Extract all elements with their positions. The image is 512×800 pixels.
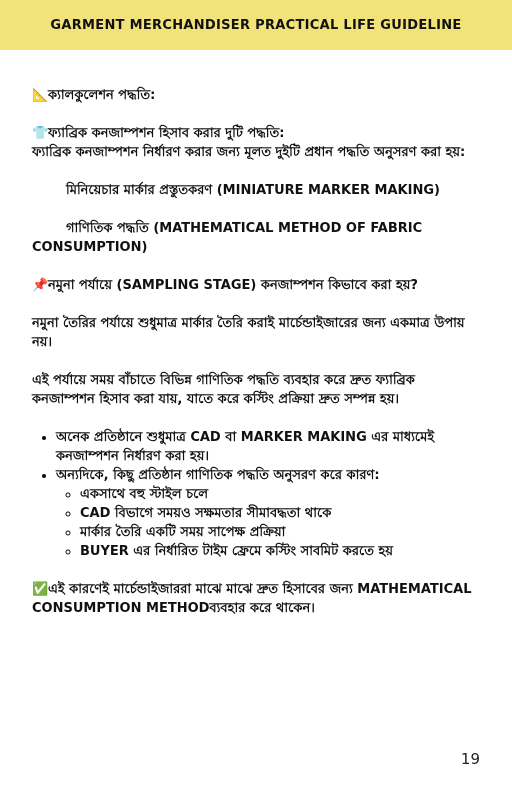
document-body	[32, 86, 480, 618]
pushpin-icon: 📌	[32, 278, 49, 293]
conclusion	[32, 580, 480, 618]
list-item: • অনেক প্রতিষ্ঠানে শুধুমাত্র CAD বা MARKER MAKING এর মাধ্যমেই কনজাম্পশন নির্ধারণ করা হয়।	[56, 428, 480, 466]
sub-list-item: ◦ মার্কার তৈরি একটি সময় সাপেক্ষ প্রক্রিয়া	[80, 523, 480, 542]
conclusion-text: এই কারণেই মার্চেন্ডাইজাররা মাঝে মাঝে দ্রুত হিসাবের জন্য MATHEMATICAL CONSUMPTION METHODব্যবহার করে থাকেন।	[32, 582, 472, 616]
bullet-list	[32, 428, 480, 561]
sub-list-item: ◦ BUYER এর নির্ধারিত টাইম ফ্রেমে কস্টিং সাবমিট করতে হয়	[80, 542, 480, 561]
check-mark-button-icon: ✅	[32, 582, 49, 597]
triangular-ruler-icon: 📐	[32, 88, 49, 103]
method-two: গাণিতিক পদ্ধতি (MATHEMATICAL METHOD OF FABRIC CONSUMPTION)	[32, 221, 423, 255]
list-item	[56, 466, 480, 561]
t-shirt-icon: 👕	[32, 126, 49, 141]
sampling-paragraph-1: নমুনা তৈরির পর্যায়ে শুধুমাত্র মার্কার তৈরি করাই মার্চেন্ডাইজারের জন্য একমাত্র উপায় নয়।	[32, 316, 465, 350]
page-header	[0, 0, 512, 50]
calculation-heading-text: ক্যালকুলেশন পদ্ধতি:	[48, 88, 156, 103]
sub-list-item: ◦ একসাথে বহু স্টাইল চলে	[80, 485, 480, 504]
page-number: 19	[460, 750, 480, 768]
method-one: মিনিয়েচার মার্কার প্রস্তুতকরণ (MINIATURE MARKER MAKING)	[66, 183, 440, 198]
sampling-paragraph-2: এই পর্যায়ে সময় বাঁচাতে বিভিন্ন গাণিতিক পদ্ধতি ব্যবহার করে দ্রুত ফ্যাব্রিক কনজাম্পশন হিসাব করা যায়, যাতে করে কস্টিং প্রক্রিয়া দ্রুত সম্পন্ন হয়।	[32, 373, 415, 407]
fabric-intro: ফ্যাব্রিক কনজাম্পশন নির্ধারণ করার জন্য মূলত দুইটি প্রধান পদ্ধতি অনুসরণ করা হয়:	[32, 145, 466, 160]
reasons-list	[56, 485, 480, 561]
list-item-text: অন্যদিকে, কিছু প্রতিষ্ঠান গাণিতিক পদ্ধতি অনুসরণ করে কারণ:	[56, 468, 380, 483]
sampling-heading	[32, 276, 480, 295]
calculation-heading	[32, 86, 480, 105]
sub-list-item: ◦ CAD বিভাগে সময়ও সক্ষমতার সীমাবদ্ধতা থাকে	[80, 504, 480, 523]
sampling-heading-text: নমুনা পর্যায়ে (SAMPLING STAGE) কনজাম্পশন কিভাবে করা হয়?	[48, 278, 418, 293]
fabric-heading	[32, 124, 480, 143]
fabric-heading-text: ফ্যাব্রিক কনজাম্পশন হিসাব করার দুটি পদ্ধতি:	[48, 126, 285, 141]
page-title: GARMENT MERCHANDISER PRACTICAL LIFE GUIDELINE	[50, 17, 462, 33]
